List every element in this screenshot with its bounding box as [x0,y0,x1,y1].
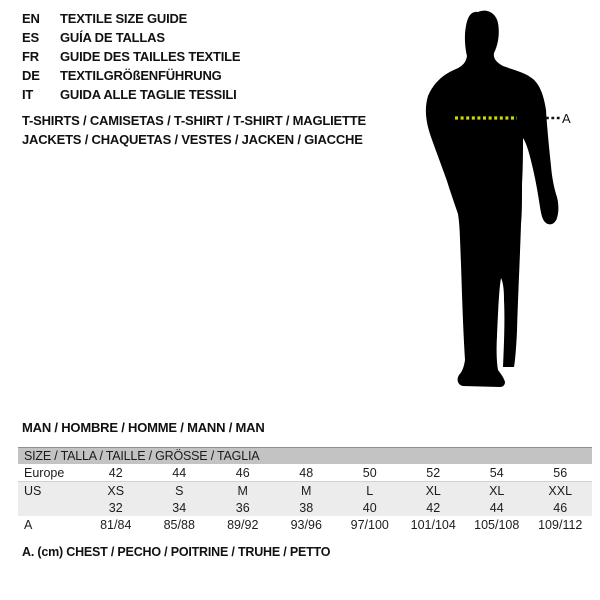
size-cell: 48 [299,465,314,480]
size-cell: 46 [553,500,568,515]
size-cell: M [237,483,248,498]
man-silhouette-shape [426,11,559,387]
table-row-numeric [18,499,592,516]
language-row-en [22,9,240,28]
language-code: EN [22,11,40,26]
size-cell: 97/100 [350,517,389,532]
size-cell: 109/112 [538,517,583,532]
size-cell: M [301,483,312,498]
size-cell: 36 [235,500,250,515]
size-cell: 44 [172,465,187,480]
size-table [18,447,592,533]
size-cell: 50 [362,465,377,480]
size-cell: XL [489,483,505,498]
table-row-us [18,482,592,499]
language-label: GUÍA DE TALLAS [60,30,165,45]
man-silhouette-icon [410,5,585,395]
size-cell: 89/92 [227,517,259,532]
size-cell: 56 [553,465,568,480]
table-row-europe [18,464,592,482]
language-code: IT [22,87,34,102]
size-cell: 105/108 [474,517,520,532]
table-row-chest-cm [18,516,592,533]
size-cell: 46 [235,465,250,480]
language-label: GUIDA ALLE TAGLIE TESSILI [60,87,237,102]
size-cell: XXL [548,483,573,498]
size-cell: 32 [108,500,123,515]
size-cell: 42 [426,500,441,515]
language-code: ES [22,30,39,45]
language-list [22,9,240,104]
size-cell: XL [425,483,441,498]
size-cell: 101/104 [410,517,456,532]
size-cell: S [175,483,184,498]
row-label: A [24,517,33,532]
language-row-de [22,66,240,85]
language-row-es [22,28,240,47]
size-cell: 93/96 [290,517,322,532]
size-cell: 44 [489,500,504,515]
size-cell: 54 [489,465,504,480]
language-row-fr [22,47,240,66]
category-list [22,111,366,149]
language-code: DE [22,68,40,83]
size-cell: 38 [299,500,314,515]
measure-footnote: A. (cm) CHEST / PECHO / POITRINE / TRUHE / PETTO [22,545,331,559]
category-line-tshirts: T-SHIRTS / CAMISETAS / T-SHIRT / T-SHIRT / MAGLIETTE [22,113,366,128]
section-title-man: MAN / HOMBRE / HOMME / MANN / MAN [22,420,265,435]
size-table-header: SIZE / TALLA / TAILLE / GRÖSSE / TAGLIA [18,447,592,464]
row-label: US [24,483,42,498]
measure-label-a: A [562,111,571,126]
language-label: GUIDE DES TAILLES TEXTILE [60,49,241,64]
size-cell: L [366,483,374,498]
size-cell: 40 [362,500,377,515]
size-cell: 85/88 [163,517,195,532]
size-cell: 81/84 [100,517,132,532]
language-row-it [22,85,240,104]
size-cell: 52 [426,465,441,480]
size-cell: XS [107,483,125,498]
size-cell: 42 [108,465,123,480]
language-code: FR [22,49,39,64]
category-line-jackets: JACKETS / CHAQUETAS / VESTES / JACKEN / GIACCHE [22,132,363,147]
man-silhouette-figure [410,5,585,395]
language-label: TEXTILGRÖßENFÜHRUNG [60,68,222,83]
size-cell: 34 [172,500,187,515]
language-label: TEXTILE SIZE GUIDE [60,11,188,26]
row-label: Europe [24,465,65,480]
